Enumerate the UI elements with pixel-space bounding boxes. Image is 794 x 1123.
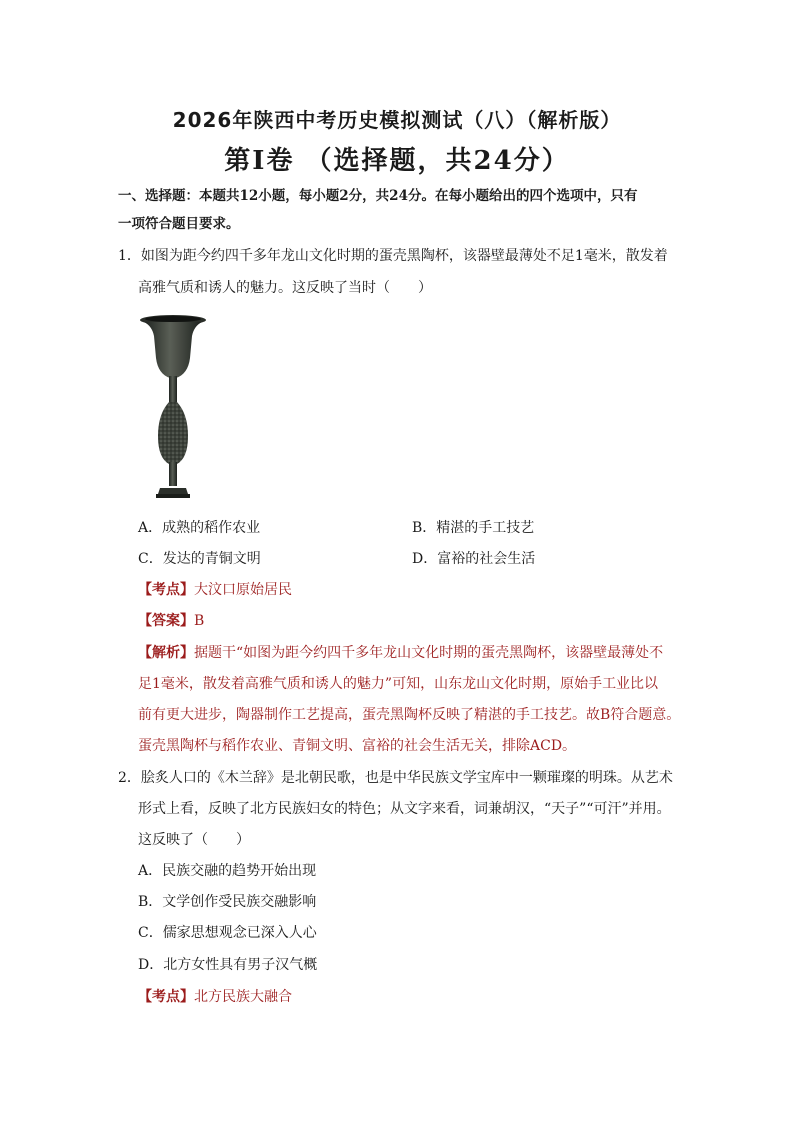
q1-stem-line-1: 1．如图为距今约四千多年龙山文化时期的蛋壳黑陶杯，该器壁最薄处不足1毫米，散发着 xyxy=(118,248,668,264)
q2-stem-line-2: 形式上看，反映了北方民族妇女的特色；从文字来看，词兼胡汉，“天子”“可汗”并用。 xyxy=(138,801,671,817)
section-heading: 第Ⅰ卷 （选择题，共24分） xyxy=(224,146,570,176)
q2-option-a: A．民族交融的趋势开始出现 xyxy=(138,863,317,879)
q1-kaodian-row xyxy=(138,580,292,600)
pottery-cup-illustration xyxy=(136,312,210,502)
kaodian-text: 北方民族大融合 xyxy=(194,989,292,1005)
q1-option-a: A．成熟的稻作农业 xyxy=(138,520,261,536)
q1-option-b: B．精湛的手工技艺 xyxy=(412,520,535,536)
q1-answer-row xyxy=(138,611,204,631)
q1-option-c: C．发达的青铜文明 xyxy=(138,551,261,567)
q2-kaodian-row xyxy=(138,987,292,1007)
kaodian-text: 大汶口原始居民 xyxy=(194,582,292,598)
kaodian-tag: 【考点】 xyxy=(138,582,194,598)
q1-jiexi-line-1 xyxy=(138,643,663,663)
q1-jiexi-line-4: 蛋壳黑陶杯与稻作农业、青铜文明、富裕的社会生活无关，排除ACD。 xyxy=(138,738,577,754)
section-instruction-line-1: 一、选择题：本题共12小题，每小题2分，共24分。在每小题给出的四个选项中，只有 xyxy=(118,188,638,204)
answer-text: B xyxy=(194,613,205,629)
q1-stem-line-2: 高雅气质和诱人的魅力。这反映了当时（ ） xyxy=(138,280,432,296)
q2-option-c: C．儒家思想观念已深入人心 xyxy=(138,925,317,941)
black-pottery-cup-image xyxy=(136,312,210,502)
q1-jiexi-line-2: 足1毫米，散发着高雅气质和诱人的魅力”可知，山东龙山文化时期，原始手工业比以 xyxy=(138,676,659,692)
answer-tag: 【答案】 xyxy=(138,613,194,629)
q2-option-d: D．北方女性具有男子汉气概 xyxy=(138,957,318,973)
kaodian-tag: 【考点】 xyxy=(138,989,194,1005)
q2-stem-line-3: 这反映了（ ） xyxy=(138,832,250,848)
page-title: 2026年陕西中考历史模拟测试（八）（解析版） xyxy=(172,108,622,132)
section-instruction-line-2: 一项符合题目要求。 xyxy=(118,216,240,232)
q1-jiexi-line-3: 前有更大进步，陶器制作工艺提高，蛋壳黑陶杯反映了精湛的手工技艺。故B符合题意。 xyxy=(138,707,681,723)
jiexi-tag: 【解析】 xyxy=(138,645,194,661)
q2-option-b: B．文学创作受民族交融影响 xyxy=(138,894,317,910)
q2-stem-line-1: 2．脍炙人口的《木兰辞》是北朝民歌，也是中华民族文学宝库中一颗璀璨的明珠。从艺术 xyxy=(118,770,673,786)
q1-option-d: D．富裕的社会生活 xyxy=(412,551,536,567)
jiexi-text-1: 据题干“如图为距今约四千多年龙山文化时期的蛋壳黑陶杯，该器壁最薄处不 xyxy=(194,645,664,661)
